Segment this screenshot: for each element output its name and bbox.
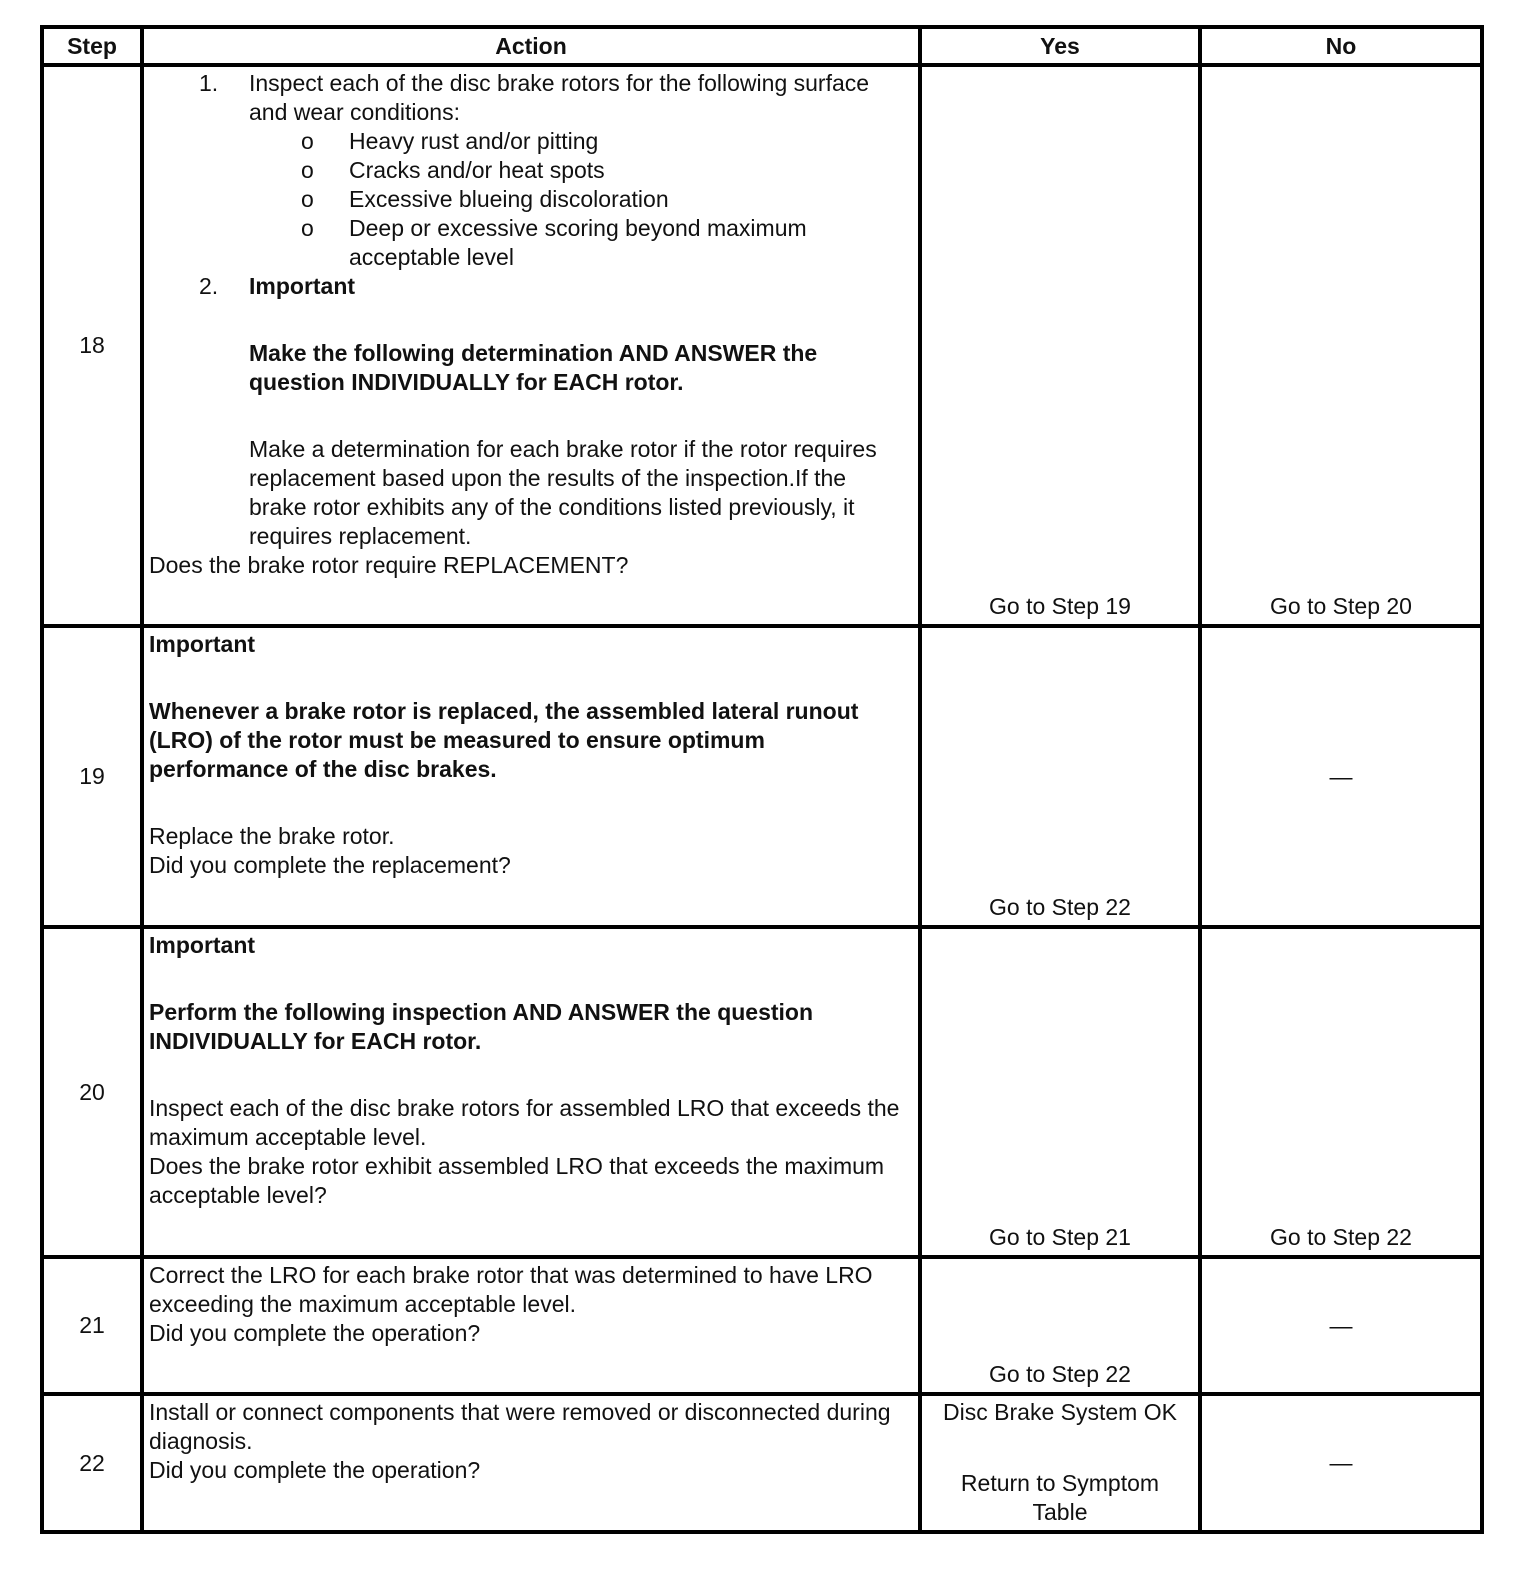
no-cell (1200, 927, 1482, 1257)
question-text: Does the brake rotor require REPLACEMENT? (149, 552, 629, 578)
bullet-marker: o (301, 215, 314, 241)
yes-cell (920, 927, 1200, 1257)
condition-text: Deep or excessive scoring beyond maximum acceptable level (349, 215, 807, 270)
yes-result: Go to Step 19 (989, 593, 1131, 619)
no-result: Go to Step 22 (1270, 1224, 1412, 1250)
yes-cell (920, 626, 1200, 927)
header-no: No (1200, 27, 1482, 65)
step-number (42, 65, 142, 626)
action-text: Correct the LRO for each brake rotor that was determined to have LRO exceeding the maximum acceptable level. (149, 1262, 873, 1317)
bullet-marker: o (301, 157, 314, 183)
action-cell (142, 65, 920, 626)
yes-result: Go to Step 22 (989, 1361, 1131, 1387)
table-row (42, 1257, 1482, 1394)
step-number (42, 1257, 142, 1394)
table-row (42, 927, 1482, 1257)
action-text: Make a determination for each brake rotor if the rotor requires replacement based upon the results of the inspection.If the brake rotor exhibits any of the conditions listed previously, it requires replacement. (249, 436, 877, 549)
list-item (249, 127, 910, 156)
table-row (42, 626, 1482, 927)
important-heading: Important (249, 273, 356, 299)
action-cell (142, 927, 920, 1257)
header-step: Step (42, 27, 142, 65)
bullet-marker: o (301, 128, 314, 154)
yes-cell (920, 1257, 1200, 1394)
important-note: Whenever a brake rotor is replaced, the assembled lateral runout (LRO) of the rotor must be measured to ensure optimum performance of the disc brakes. (149, 698, 859, 782)
step-number (42, 626, 142, 927)
action-step (149, 272, 910, 551)
step-number (42, 1394, 142, 1532)
table-row (42, 1394, 1482, 1532)
question-text: Did you complete the operation? (149, 1457, 481, 1483)
condition-text: Cracks and/or heat spots (349, 157, 605, 183)
question-text: Did you complete the operation? (149, 1320, 481, 1346)
action-text: Replace the brake rotor. (149, 823, 395, 849)
yes-cell (920, 65, 1200, 626)
important-note: Make the following determination AND ANSWER the question INDIVIDUALLY for EACH rotor. (249, 340, 818, 395)
header-action: Action (142, 27, 920, 65)
important-heading: Important (149, 932, 256, 958)
action-step-number: 1. (199, 70, 219, 96)
action-text: Install or connect components that were removed or disconnected during diagnosis. (149, 1399, 891, 1454)
condition-text: Heavy rust and/or pitting (349, 128, 599, 154)
no-result: Go to Step 20 (1270, 593, 1412, 619)
action-cell (142, 1257, 920, 1394)
list-item (249, 185, 910, 214)
action-step-text: Inspect each of the disc brake rotors for the following surface and wear conditions: (249, 70, 870, 125)
action-text: Inspect each of the disc brake rotors for assembled LRO that exceeds the maximum acceptable level. (149, 1095, 900, 1150)
step-number-text: 20 (79, 1078, 105, 1105)
important-heading: Important (149, 631, 256, 657)
no-result: — (1329, 763, 1353, 789)
no-result: — (1329, 1449, 1353, 1476)
no-cell (1200, 1394, 1482, 1532)
diagnostic-table (40, 25, 1484, 1534)
action-cell (142, 1394, 920, 1532)
important-note: Perform the following inspection AND ANSWER the question INDIVIDUALLY for EACH rotor. (149, 999, 814, 1054)
step-number-text: 22 (79, 1449, 105, 1476)
table-row (42, 65, 1482, 626)
question-text: Did you complete the replacement? (149, 852, 511, 878)
yes-result-extra: Return to Symptom Table (960, 1470, 1160, 1525)
yes-result: Go to Step 21 (989, 1224, 1131, 1250)
header-yes: Yes (920, 27, 1200, 65)
no-cell (1200, 1257, 1482, 1394)
step-number-text: 21 (79, 1312, 105, 1338)
action-cell (142, 626, 920, 927)
step-number-text: 19 (79, 763, 105, 789)
yes-result: Disc Brake System OK (943, 1399, 1177, 1425)
list-item (249, 156, 910, 185)
condition-list (249, 127, 910, 272)
yes-cell (920, 1394, 1200, 1532)
yes-result: Go to Step 22 (989, 894, 1131, 920)
no-cell (1200, 65, 1482, 626)
list-item (249, 214, 910, 272)
bullet-marker: o (301, 186, 314, 212)
no-result: — (1329, 1312, 1353, 1338)
question-text: Does the brake rotor exhibit assembled LRO that exceeds the maximum acceptable level? (149, 1153, 885, 1208)
step-number-text: 18 (79, 332, 105, 358)
no-cell (1200, 626, 1482, 927)
step-number (42, 927, 142, 1257)
action-step-number: 2. (199, 273, 219, 299)
action-step (149, 69, 910, 272)
action-steps (149, 69, 910, 551)
header-row (42, 27, 1482, 65)
condition-text: Excessive blueing discoloration (349, 186, 669, 212)
